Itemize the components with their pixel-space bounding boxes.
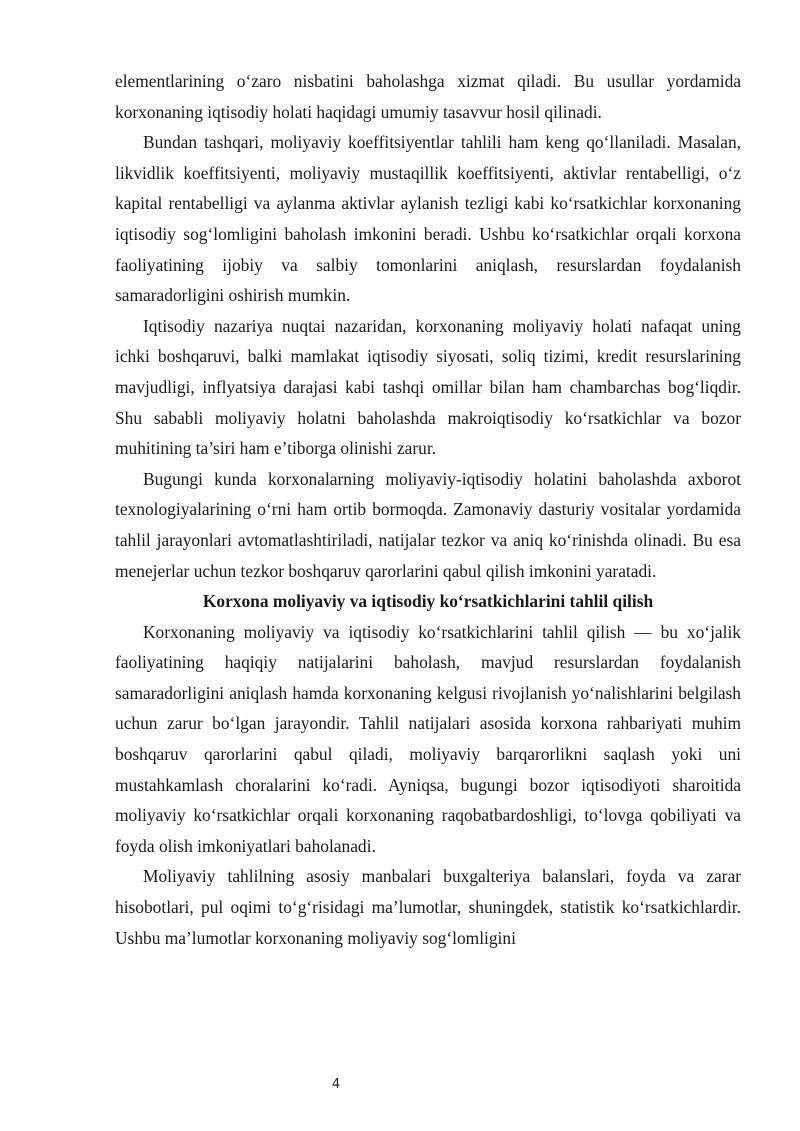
document-page: [115, 66, 741, 953]
paragraph-analysis-sources: Moliyaviy tahlilning asosiy manbalari buxgalteriya balanslari, foyda va zarar hisobotlari, pul oqimi to‘g‘risidagi ma’lumotlar, shuningdek, statistik ko‘rsatkichlardir. Ushbu ma’lumotlar korxonaning moliyaviy sog‘lomligini: [115, 866, 741, 948]
paragraph-analysis-purpose: Korxonaning moliyaviy va iqtisodiy ko‘rsatkichlarini tahlil qilish — bu xo‘jalik faoliyatining haqiqiy natijalarini baholash, mavjud resurslardan foydalanish samaradorligini aniqlash hamda korxonaning kelgusi rivojlanish yo‘nalishlarini belgilash uchun zarur bo‘lgan jarayondir. Tahlil natijalari asosida korxona rahbariyati muhim boshqaruv qarorlarini qabul qiladi, moliyaviy barqarorlikni saqlash yoki uni mustahkamlash choralarini ko‘radi. Ayniqsa, bugungi bozor iqtisodiyoti sharoitida moliyaviy ko‘rsatkichlar orqali korxonaning raqobatbardoshligi, to‘lovga qobiliyati va foyda olish imkoniyatlari baholanadi.: [115, 621, 741, 856]
page-number: 4: [331, 1077, 341, 1092]
paragraph-economic-theory: Iqtisodiy nazariya nuqtai nazaridan, korxonaning moliyaviy holati nafaqat uning ichki boshqaruvi, balki mamlakat iqtisodiy siyosati, soliq tizimi, kredit resurslarining mavjudligi, inflyatsiya darajasi kabi tashqi omillar bilan ham chambarchas bog‘liqdir. Shu sababli moliyaviy holatni baholashda makroiqtisodiy ko‘rsatkichlar va bozor muhitining ta’siri ham e’tiborga olinishi zarur.: [115, 315, 741, 459]
paragraph-information-technology: Bugungi kunda korxonalarning moliyaviy-iqtisodiy holatini baholashda axborot texnologiyalarining o‘rni ham ortib bormoqda. Zamonaviy dasturiy vositalar yordamida tahlil jarayonlari avtomatlashtiriladi, natijalar tezkor va aniq ko‘rinishda olinadi. Bu esa menejerlar uchun tezkor boshqaruv qarorlarini qabul qilish imkonini yaratadi.: [115, 468, 741, 581]
paragraph-continued: elementlarining o‘zaro nisbatini baholashga xizmat qiladi. Bu usullar yordamida korxonaning iqtisodiy holati haqidagi umumiy tasavvur hosil qilinadi.: [115, 71, 741, 122]
paragraph-financial-ratios: Bundan tashqari, moliyaviy koeffitsiyentlar tahlili ham keng qo‘llaniladi. Masalan, likvidlik koeffitsiyenti, moliyaviy mustaqillik koeffitsiyenti, aktivlar rentabelligi, o‘z kapital rentabelligi va aylanma aktivlar aylanish tezligi kabi ko‘rsatkichlar korxonaning iqtisodiy sog‘lomligini baholash imkonini beradi. Ushbu ko‘rsatkichlar orqali korxona faoliyatining ijobiy va salbiy tomonlarini aniqlash, resurslardan foydalanish samaradorligini oshirish mumkin.: [115, 132, 741, 306]
section-heading: Korxona moliyaviy va iqtisodiy ko‘rsatkichlarini tahlil qilish: [202, 591, 654, 612]
